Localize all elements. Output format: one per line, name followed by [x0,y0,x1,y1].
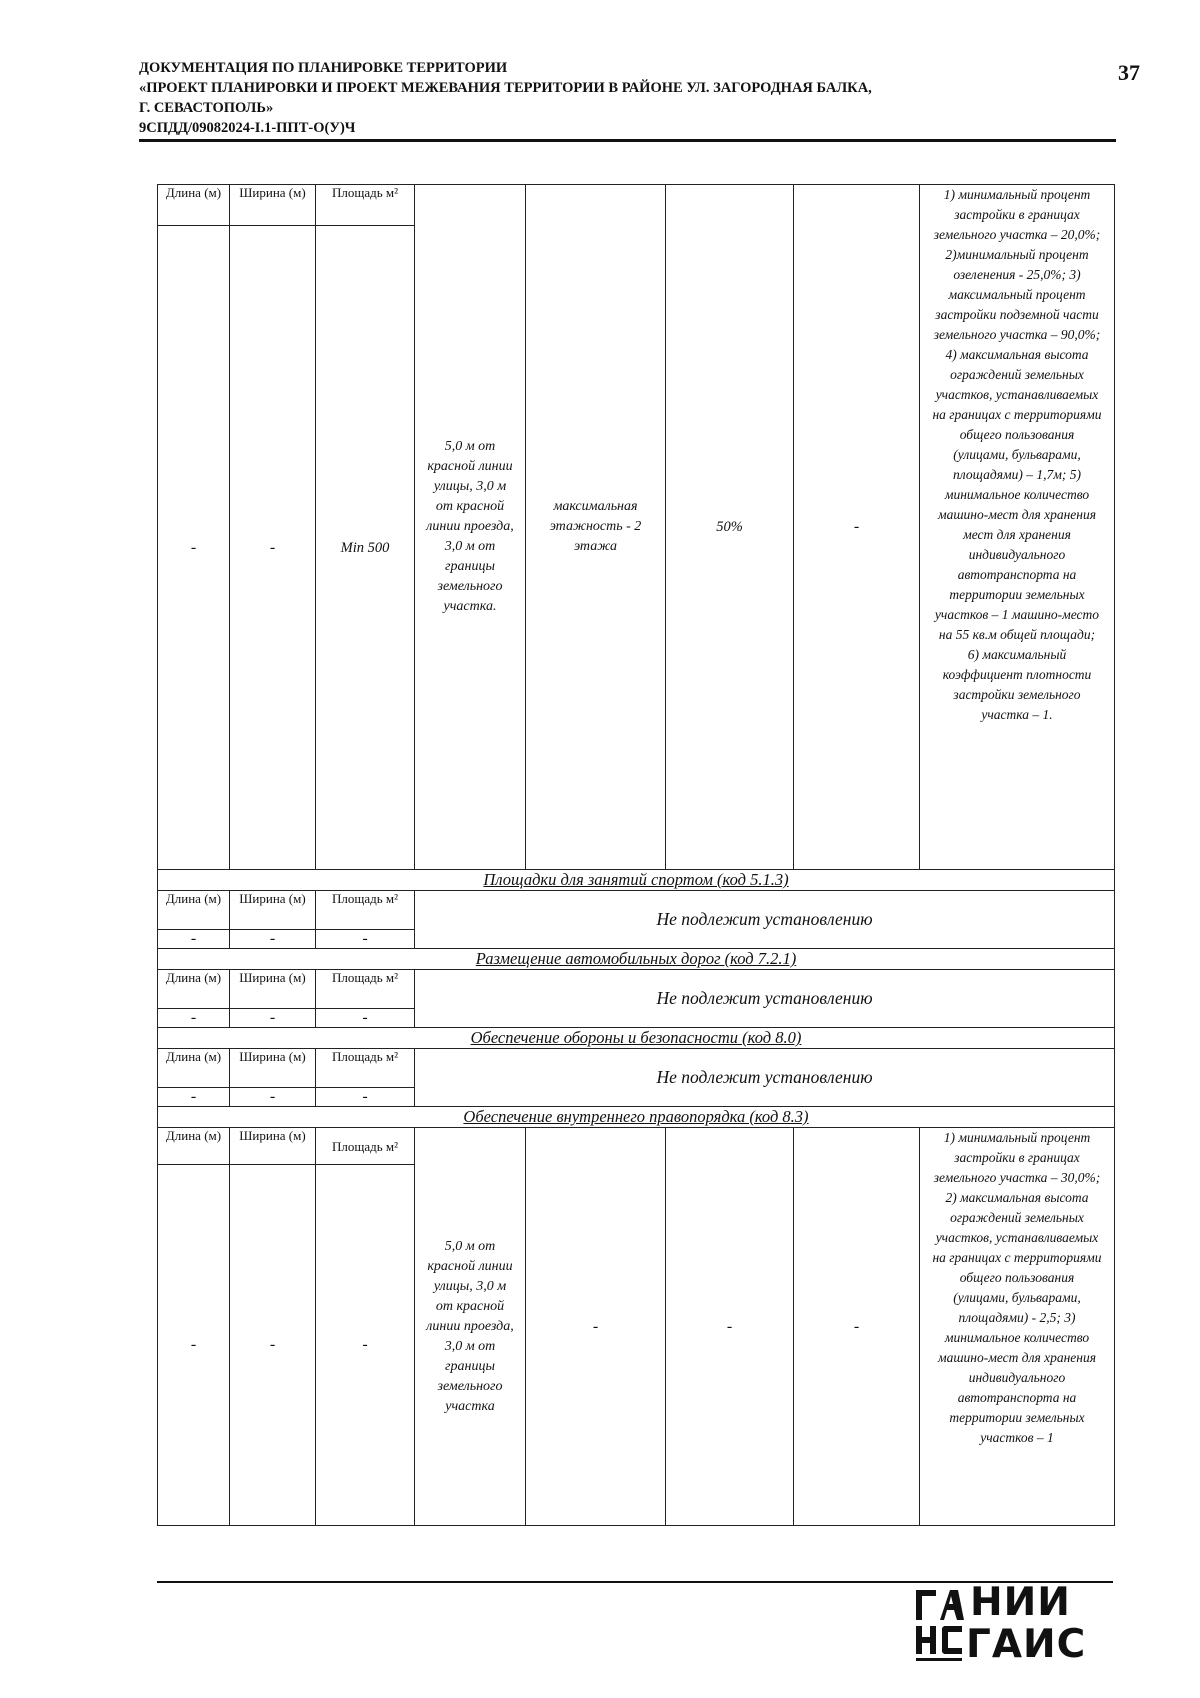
section-title-roads: Размещение автомобильных дорог (код 7.2.1) [158,949,1115,970]
col-area-header: Площадь м² [316,891,415,930]
header-line-2: «ПРОЕКТ ПЛАНИРОВКИ И ПРОЕКТ МЕЖЕВАНИЯ ТЕРРИТОРИИ В РАЙОНЕ УЛ. ЗАГОРОДНАЯ БАЛКА, [139,80,872,96]
cell-dash: - [316,930,415,949]
col-length-header: Длина (м) [158,970,230,1009]
cell-dash: - [316,1088,415,1107]
block2-dash: - [794,1128,920,1526]
section-title-defense: Обеспечение обороны и безопасности (код 8.0) [158,1028,1115,1049]
col-area-header: Площадь м² [316,1049,415,1088]
section-sport-value: Не подлежит установлению [415,891,1115,949]
block2-floors: - [526,1128,666,1526]
block2-area: - [316,1165,415,1526]
block1-width: - [230,226,316,870]
cell-dash: - [230,1088,316,1107]
section-defense-value: Не подлежит установлению [415,1049,1115,1107]
block2-width: - [230,1165,316,1526]
cell-dash: - [158,1088,230,1107]
block1-notes: 1) минимальный процент застройки в границах земельного участка – 20,0%; 2)минимальный процент озеленения - 25,0%; 3) максимальный процент застройки подземной части земельного участка – 90,0%; 4) максимальная высота ограждений земельных участков, устанавливаемых на границах с территориями общего пользования (улицами, бульварами, площадями) – 1,7м; 5) минимальное количество машино-мест для хранения мест для хранения индивидуального автотранспорта на территории земельных участков – 1 машино-место на 55 кв.м общей площади; 6) максимальный коэффициент плотности застройки земельного участка – 1. [920,185,1115,870]
cell-dash: - [316,1009,415,1028]
col-width-header: Ширина (м) [230,185,316,226]
block2-notes: 1) минимальный процент застройки в границах земельного участка – 30,0%; 2) максимальная высота ограждений земельных участков, устанавливаемых на границах с территориями общего пользования (улицами, бульварами, площадями) - 2,5; 3) минимальное количество машино-мест для хранения индивидуального автотранспорта на территории земельных участков – 1 [920,1128,1115,1526]
col-width-header: Ширина (м) [230,970,316,1009]
cell-dash: - [230,930,316,949]
logo-word-gais: ГАИС [966,1622,1087,1667]
col-width-header: Ширина (м) [230,1049,316,1088]
block2-setback: 5,0 м от красной линии улицы, 3,0 м от красной линии проезда, 3,0 м от границы земельного участка [415,1128,526,1526]
block1-floors: максимальная этажность - 2 этажа [526,185,666,870]
col-length-header: Длина (м) [158,1049,230,1088]
block1-length: - [158,226,230,870]
cell-dash: - [158,930,230,949]
gais-mark-icon [914,1586,964,1662]
section-title-law-order: Обеспечение внутреннего правопорядка (код 8.3) [158,1107,1115,1128]
logo-word-nii: НИИ [970,1580,1071,1625]
block1-dash: - [794,185,920,870]
block2-length: - [158,1165,230,1526]
page-number: 37 [1118,60,1140,85]
col-length-header: Длина (м) [158,891,230,930]
section-title-sport: Площадки для занятий спортом (код 5.1.3) [158,870,1115,891]
col-area-header: Площадь м² [316,1128,415,1165]
header-line-1: ДОКУМЕНТАЦИЯ ПО ПЛАНИРОВКЕ ТЕРРИТОРИИ [139,60,508,76]
document-code: 9СПДД/09082024-I.1-ППТ-О(У)Ч [139,120,356,136]
block2-coverage: - [666,1128,794,1526]
col-length-header: Длина (м) [158,1128,230,1165]
regulations-table [157,184,1115,1526]
header-line-3: Г. СЕВАСТОПОЛЬ» [139,100,274,116]
col-area-header: Площадь м² [316,185,415,226]
block1-setback: 5,0 м от красной линии улицы, 3,0 м от красной линии проезда, 3,0 м от границы земельного участка. [415,185,526,870]
col-width-header: Ширина (м) [230,891,316,930]
col-width-header: Ширина (м) [230,1128,316,1165]
nii-gais-logo [910,1580,1100,1690]
block1-area: Min 500 [316,226,415,870]
col-length-header: Длина (м) [158,185,230,226]
col-area-header: Площадь м² [316,970,415,1009]
cell-dash: - [158,1009,230,1028]
cell-dash: - [230,1009,316,1028]
header-rule [139,139,1116,142]
document-header [139,58,1039,138]
block1-coverage: 50% [666,185,794,870]
section-roads-value: Не подлежит установлению [415,970,1115,1028]
